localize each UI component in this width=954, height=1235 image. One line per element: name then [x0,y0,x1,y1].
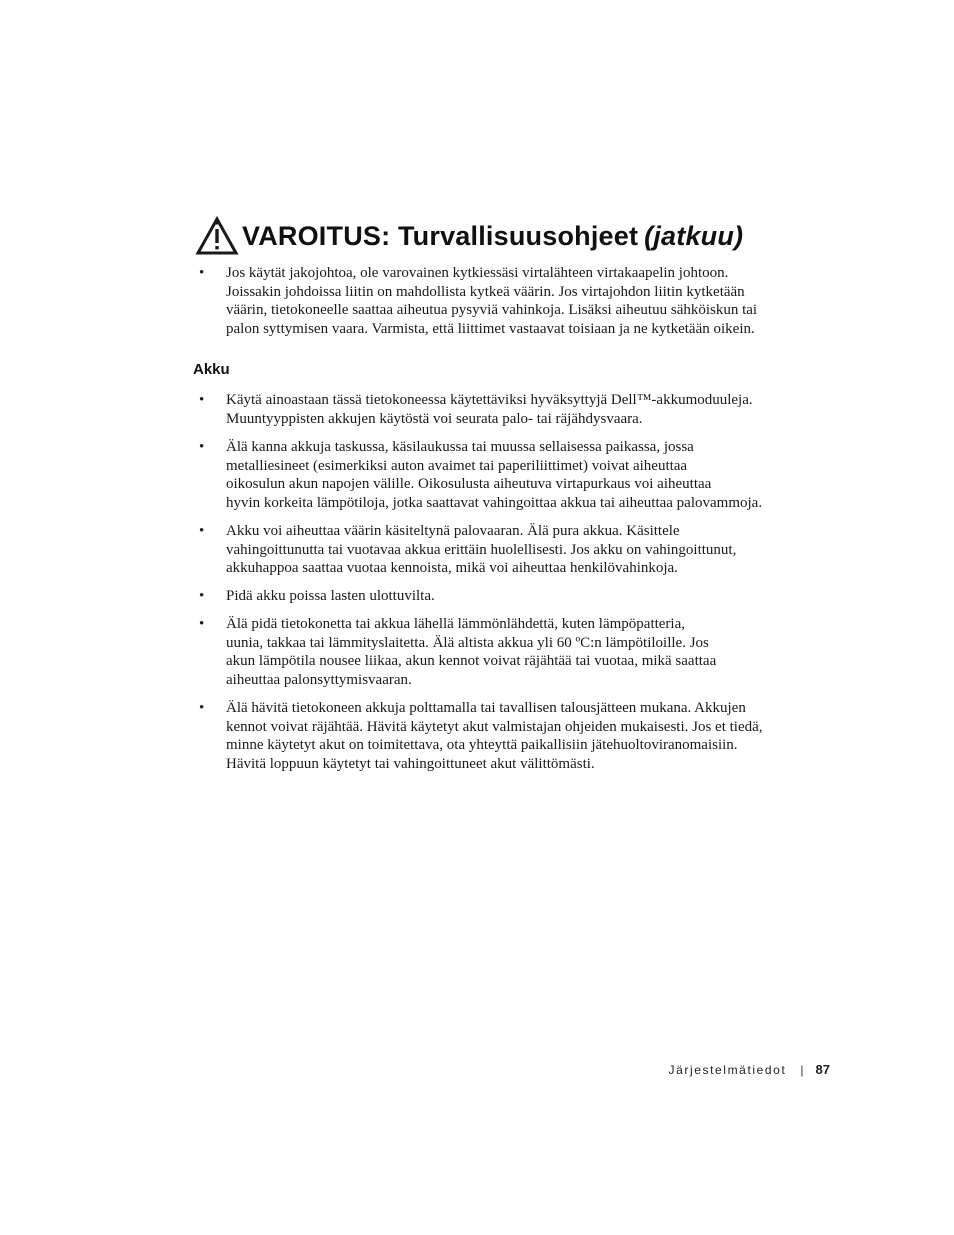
list-item [199,699,839,773]
heading-continued: (jatkuu) [644,220,744,251]
list-item [199,522,839,578]
bullet-marker: • [199,523,205,539]
list-item-text: Jos käytät jakojohtoa, ole varovainen kytkiessäsi virtalähteen virtakaapelin johtoon. Joissakin johdoissa liitin on mahdollista kytkeä väärin. Jos virtajohdon liitin kytketään väärin, tietokoneelle saattaa aiheutua pysyviä vahinkoja. Lisäksi aiheutuu sähköiskun tai palon syttymisen vaara. Varmista, että liittimet vastaavat toisiaan ja ne kytketään oikein. [226,265,758,337]
section-title: Akku [193,361,230,378]
list-item [199,264,839,338]
heading-title: VAROITUS: Turvallisuusohjeet [242,220,639,251]
page-footer [668,1062,830,1077]
list-item-text: Älä kanna akkuja taskussa, käsilaukussa tai muussa sellaisessa paikassa, jossa metalliesineet (esimerkiksi auton avaimet tai paperiliittimet) voivat aiheuttaa oikosulun akun napojen välille. Oikosulusta aiheutuva virtapurkaus voi aiheuttaa hyvin korkeita lämpötiloja, jotka saattavat vahingoittaa akkua tai aiheuttaa palovammoja. [226,439,763,511]
list-item-text: Käytä ainoastaan tässä tietokoneessa käytettäviksi hyväksyttyjä Dell™-akkumoduuleja. Muuntyyppisten akkujen käytöstä voi seurata palo- tai räjähdysvaara. [226,392,753,427]
page-heading [195,214,743,258]
footer-section-name: Järjestelmätiedot [668,1062,787,1077]
list-item-text: Akku voi aiheuttaa väärin käsiteltynä palovaaran. Älä pura akkua. Käsittele vahingoittunutta tai vuotavaa akkua erittäin huolellisesti. Jos akku on vahingoittunut, akkuhappoa saattaa vuotaa kennoista, mikä voi aiheuttaa henkilövahinkoja. [226,523,737,577]
list-item-text: Älä hävitä tietokoneen akkuja polttamalla tai tavallisen talousjätteen mukana. Akkujen kennot voivat räjähtää. Hävitä käytetyt akut valmistajan ohjeiden mukaisesti. Jos et tiedä, minne käytetyt akut on toimitettava, ota yhteyttä paikallisiin jätehuoltoviranomaisiin. Hävitä loppuun käytetyt tai vahingoittuneet akut välittömästi. [226,700,763,772]
bullet-marker: • [199,700,205,716]
list-item [199,615,839,689]
bullet-marker: • [199,616,205,632]
list-item [199,391,839,428]
bullet-marker: • [199,588,205,604]
list-item-text: Pidä akku poissa lasten ulottuvilta. [226,588,435,604]
page-number: 87 [815,1062,830,1077]
list-item [199,587,839,606]
bullet-marker: • [199,265,205,281]
bullet-marker: • [199,392,205,408]
bullet-marker: • [199,439,205,455]
list-item-text: Älä pidä tietokonetta tai akkua lähellä lämmönlähdettä, kuten lämpöpatteria, uunia, takkaa tai lämmityslaitetta. Älä altista akkua yli 60 ºC:n lämpötiloille. Jos akun lämpötila nousee liikaa, akun kennot voivat räjähtää tai vuotaa, mikä saattaa aiheuttaa palonsyttymisvaaran. [226,616,717,688]
footer-separator: | [800,1062,804,1077]
list-item [199,438,839,512]
warning-triangle-icon [195,216,239,256]
